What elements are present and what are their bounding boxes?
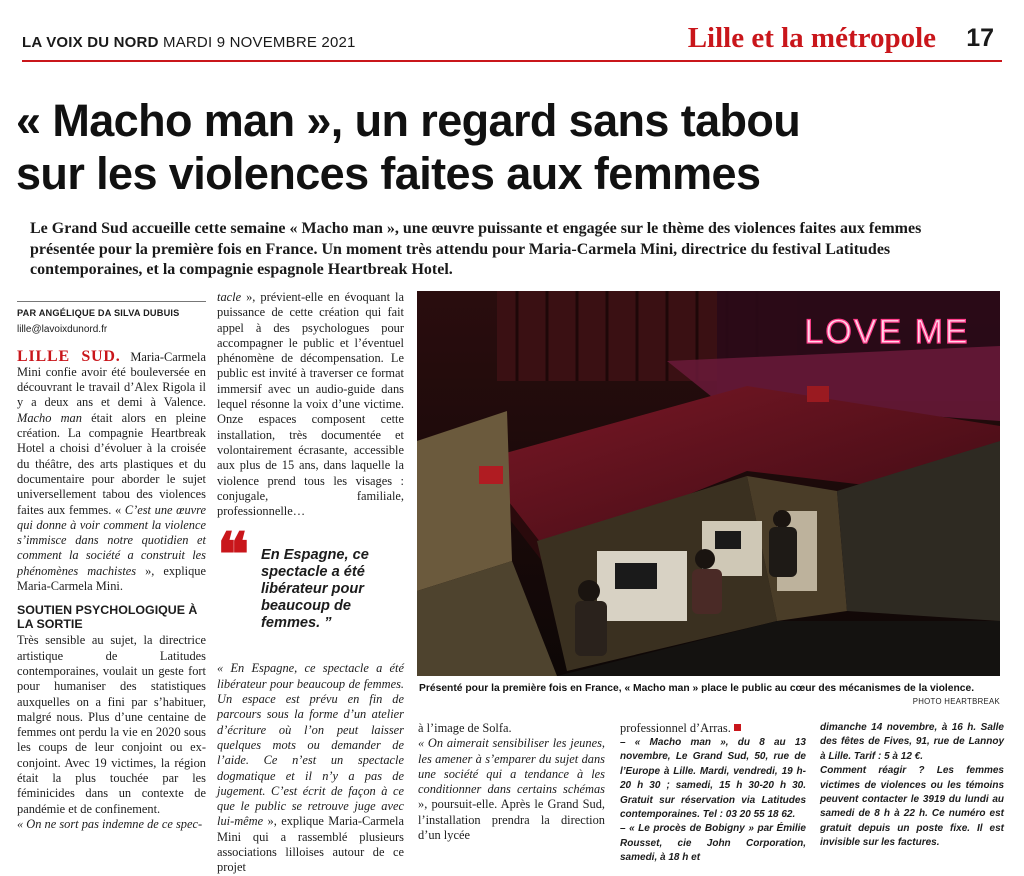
byline-author: PAR ANGÉLIQUE DA SILVA DUBUIS [17,308,180,318]
article-photo [417,291,1000,676]
text-run-italic: tacle [217,290,242,304]
paragraph [217,290,404,519]
newspaper-brand: LA VOIX DU NORD [22,34,159,51]
column-5 [820,721,1004,851]
neon-sign-text: LOVE ME [804,313,970,351]
info-item: – « Le procès de Bobigny » par Émilie Rousset, cie John Corporation, samedi, à 18 h et [620,823,806,864]
text-run: était alors en pleine création. La compagnie Heartbreak Hotel a choisi d’évoluer à la croisée du théâtre, des arts plastiques et du documentaire pour aborder le sujet universellement tabou des violences faites aux femmes. « [17,410,206,517]
byline-rule [17,301,206,302]
quote-close-icon: ” [324,615,332,632]
headline-line-2: sur les violences faites aux femmes [16,148,761,199]
quote-mark-icon: ❝ [217,522,250,589]
headline-line-1: « Macho man », un regard sans tabou [16,95,801,146]
masthead-left [22,34,356,51]
text-run-italic: Macho man [17,410,82,425]
photo-credit: PHOTO HEARTBREAK [912,697,1000,706]
paragraph: « On ne sort pas indemne de ce spec- [17,816,203,831]
dateline: LILLE SUD. [17,347,121,365]
paragraph: Très sensible au sujet, la directrice artistique de Latitudes contemporaines, voulait un geste fort pour humaniser des statistiques auxquelles on a fini par s’habituer, malgré nous. Plus d’une centaine de femmes ont perdu la vie en 2020 sous les coups de leur conjoint ou ex-conjoint. Avec 19 victimes, la région était la plus touchée par les féminicides dans un contexte de pandémie et de confinement. [17,633,206,816]
paragraph: à l’image de Solfa. [418,721,512,735]
intertitle: SOUTIEN PSYCHOLOGIQUE À LA SORTIE [17,603,198,632]
paragraph [217,661,404,875]
text-run-italic: « On aimerait sensibiliser les jeunes, les amener à s’emparer du sujet dans une société qui a tendance à les conditionner dans certains schémas [418,736,605,797]
text-run-italic: « En Espagne, ce spectacle a été libérateur pour beaucoup de femmes. Un espace est prévu en fin de parcours sous la forme d’un atelier d’écriture où l’on peut laisser quelques mots ou demander de l’aide. Ce n’est un spectacle dogmatique et il n’y a pas de jugement. C’est écrit de façon à ce que le public se retrouve juge avec lui-même [217,661,404,829]
end-square-icon [734,724,741,731]
text-run-italic: C’est une œuvre qui donne à voir comment la violence s’immisce dans notre quotidien et comment la société a construit les phénomènes machistes [17,502,206,578]
text-run: », prévient-elle en évoquant la puissance de cette création qui fait appel à des psychologues pour accompagner le public et l’éventuel phénomène de décompensation. Le public est invité à traverser ce format immersif avec un audio-guide dans lequel résonne la voix d’une victime. Onze espaces composent cette installation, très documentée et volontairement écrasante, accessible aux plus de 15 ans, dans laquelle la violence prend tous les visages : conjugale, familiale, professionnelle… [217,290,404,519]
byline-email: lille@lavoixdunord.fr [17,324,108,336]
info-item: Comment réagir ? Les femmes victimes de violences ou les témoins peuvent contacter le 3919 du lundi au samedi de 8 h à 22 h. Ce numéro est gratuit depuis un poste fixe. Il est invisible sur les factures. [820,765,1004,849]
info-item: dimanche 14 novembre, à 16 h. Salle des fêtes de Fives, 91, rue de Lannoy à Lille. Tarif : 5 à 12 €. [820,722,1004,762]
masthead [22,22,1002,62]
photo-caption: Présenté pour la première fois en France, « Macho man » place le public au cœur des mécanismes de la violence. [419,683,975,694]
photo-illustration [417,291,1000,676]
paragraph [620,721,806,736]
text-run: », explique Maria-Carmela Mini qui a rassemblé plusieurs associations lilloises autour de ce projet [217,814,404,875]
text-run: », poursuit-elle. Après le Grand Sud, l’installation prendra la direction d’un lycée [418,797,605,843]
column-1 [17,299,206,832]
paragraph [418,736,605,843]
text-run: », explique Maria-Carmela Mini. [17,563,206,594]
page-number: 17 [966,24,994,52]
info-item: – « Macho man », du 8 au 13 novembre, Le Grand Sud, 50, rue de l’Europe à Lille. Mardi, vendredi, 19 h-20 h 30 ; samedi, 15 h 30-20 h 30. Gratuit sur réservation via Latitudes contemporaines. Tel : 03 20 55 18 62. [620,737,806,821]
column-4 [620,721,806,866]
paragraph [17,349,206,595]
article-standfirst: Le Grand Sud accueille cette semaine « Macho man », une œuvre puissante et engagée sur le thème des violences faites aux femmes présentée pour la première fois en France. Un moment très attendu pour Maria-Carmela Mini, directrice du festival Latitudes contemporaines, et la compagnie espagnole Heartbreak Hotel. [30,220,922,278]
text-run: professionnel d’Arras. [620,721,731,735]
article-headline [16,94,1006,200]
pull-quote-body: En Espagne, ce spectacle a été libérateur pour beaucoup de femmes. [261,547,369,632]
column-2 [217,290,404,876]
text-run: Maria-Carmela Mini confie avoir été bouleversée en découvrant le travail d’Alex Rigola il y a deux ans et demi à Valence. [17,349,206,410]
pull-quote [217,522,404,645]
column-3 [418,721,605,843]
pull-quote-text [261,547,401,632]
section-title: Lille et la métropole [687,22,936,54]
issue-date: MARDI 9 NOVEMBRE 2021 [163,34,356,51]
